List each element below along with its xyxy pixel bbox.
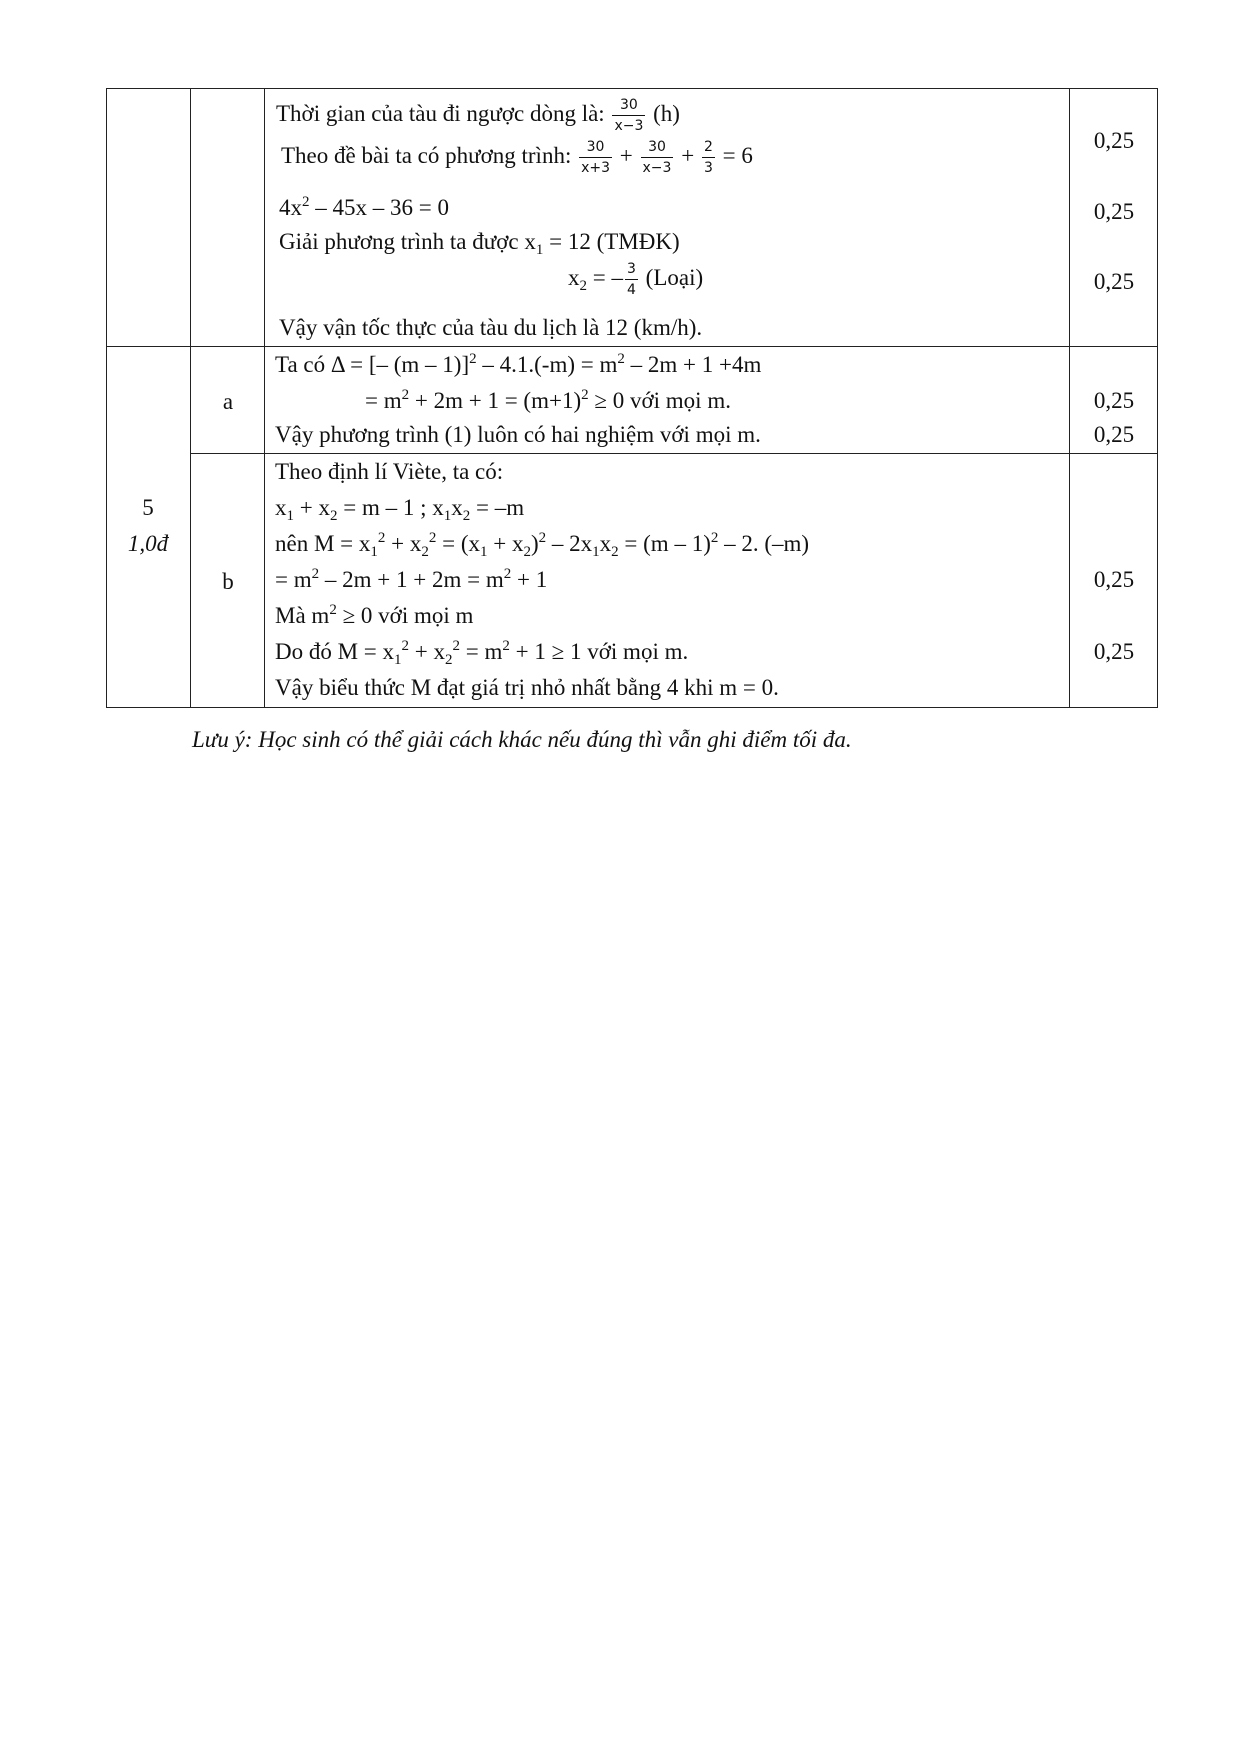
part-b-line2: $x_1 + x_2 = m - 1$ ; $x_1x_2 = -m$	[275, 495, 525, 524]
part-b-line3: nên $M = x_1^2 + x_2^2 = (x_1 + x_2)^2 - 2x_1x_2 = (m - 1)^2 - 2$. (–m)	[275, 530, 810, 560]
part-b-label: b	[222, 569, 234, 594]
score: 0,25	[1093, 422, 1135, 447]
row1-line3: $4x^2 - 45x - 36 = 0$	[279, 194, 449, 220]
score: 0,25	[1093, 388, 1135, 413]
part-a-line1: Ta có Δ = [– $(m - 1)]^2 - 4.1.(-m) = m^2 - 2m + 1 +4m$	[275, 351, 762, 377]
fraction: $\frac{30}{x+3}$	[581, 139, 611, 176]
part-b-line1: Theo định lí Vièt​e, ta có:	[275, 459, 504, 484]
score: 0,25	[1093, 639, 1135, 664]
question-points: 1,0đ	[127, 531, 169, 556]
row1-line5: $x_2$ = – $\frac{3}{4}$ (Loại)	[568, 261, 704, 298]
row1-line6: Vậy vận tốc thực của tàu du lịch là 12 (km/h).	[279, 315, 703, 340]
part-b-line7: Vậy biểu thức M đạt giá trị nhỏ nhất bằng 4 khi m = 0.	[275, 675, 779, 700]
score: 0,25	[1093, 567, 1135, 592]
question-number: 5	[142, 495, 154, 520]
fraction: $\frac{30}{x-3}$	[642, 139, 672, 176]
row1-line1: Thời gian của tàu đi ngược dòng là: $\frac{30}{x-3}$ (h)	[276, 97, 680, 134]
table-subrow-divider	[190, 453, 1158, 454]
table-border-left	[106, 88, 107, 708]
fraction: $\frac{2}{3}$	[703, 139, 713, 176]
part-b-line5: Mà $m^2 \ge 0$ với mọi m	[275, 602, 474, 628]
fraction: $\frac{3}{4}$	[626, 261, 636, 298]
row1-line2: Theo đề bài ta có phương trình: $\frac{30}{x+3}$ + $\frac{30}{x-3}$ + $\frac{2}{3}$ = 6	[281, 139, 753, 176]
part-a-line3: Vậy phương trình (1) luôn có hai nghiệm với mọi m.	[275, 422, 761, 447]
footnote: Lưu ý: Học sinh có thể giải cách khác nếu đúng thì vẫn ghi điểm tối đa.	[192, 727, 852, 752]
score: 0,25	[1093, 199, 1135, 224]
part-b-line4: = $m^2 - 2m + 1 + 2m = m^2 + 1$	[275, 566, 548, 592]
part-a-line2: = $m^2 + 2m + 1 = (m+1)^2 \ge 0$ với mọi m.	[365, 387, 731, 413]
row1-line4: Giải phương trình ta được $x_1 = 12$ (TMĐK)	[279, 229, 680, 258]
part-b-line6: Do đó $M = x_1^2 + x_2^2 = m^2 + 1 \ge 1$ với mọi m.	[275, 638, 689, 668]
score: 0,25	[1093, 269, 1135, 294]
part-a-label: a	[222, 389, 234, 414]
fraction: $\frac{30}{x-3}$	[614, 97, 644, 134]
score: 0,25	[1093, 128, 1135, 153]
